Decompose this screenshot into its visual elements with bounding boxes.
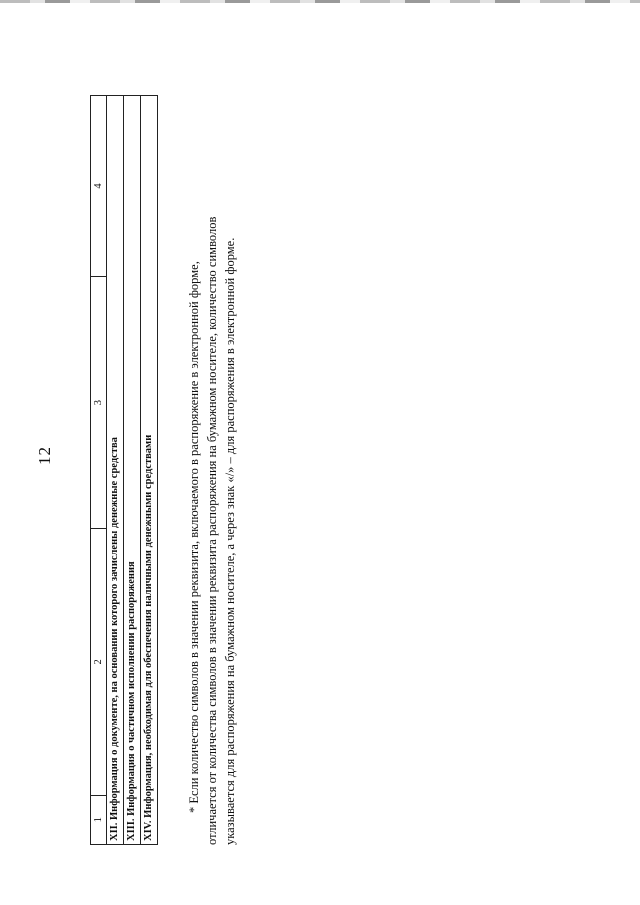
column-number-1: 1 xyxy=(91,795,107,844)
column-number-4: 4 xyxy=(91,96,107,277)
footnote-line-2: отличается от количества символов в значении реквизита распоряжения на бумажном носителе, количество символов xyxy=(205,216,219,845)
section-row-xiv xyxy=(141,96,158,845)
section-title-xiii: XIII. Информация о частичном исполнении распоряжения xyxy=(124,96,141,845)
column-number-3: 3 xyxy=(91,277,107,529)
section-title-xii: XII. Информация о документе, на основании которого зачислены денежные средства xyxy=(107,96,124,845)
footnote-line-3: указывается для распоряжения на бумажном носителе, а через знак «/» – для распоряжения в электронной форме. xyxy=(223,237,237,845)
section-row-xii xyxy=(107,96,124,845)
requisites-table xyxy=(90,95,158,845)
column-number-2: 2 xyxy=(91,529,107,795)
page-number: 12 xyxy=(35,446,54,465)
footnote-line-1: * Если количество символов в значении реквизита, включаемого в распоряжение в электронной форме, xyxy=(187,261,201,813)
section-title-xiv: XIV. Информация, необходимая для обеспечения наличными денежными средствами xyxy=(141,96,158,845)
section-row-xiii xyxy=(124,96,141,845)
footnote xyxy=(185,95,239,845)
column-number-row xyxy=(91,96,107,845)
